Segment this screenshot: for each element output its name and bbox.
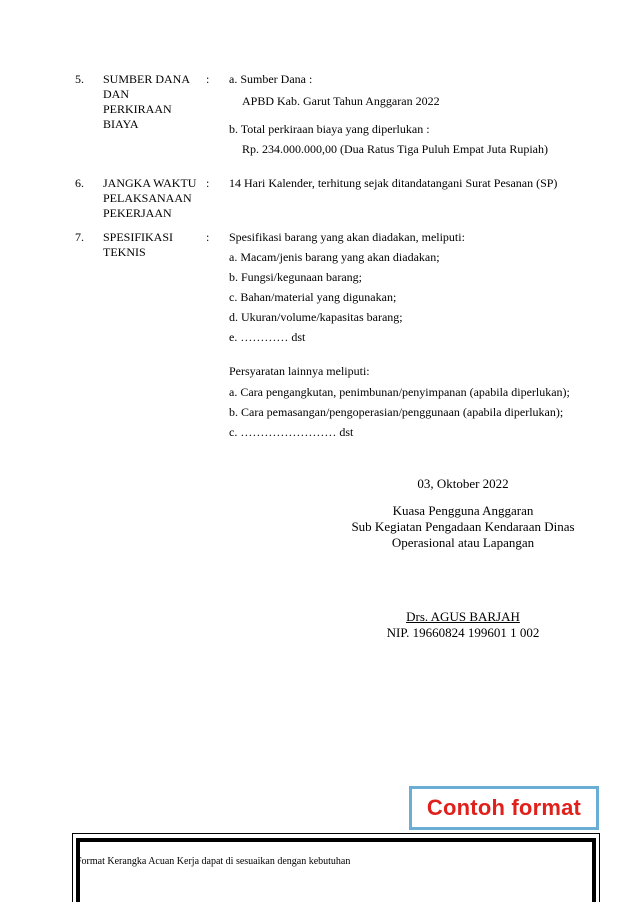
label-line: PELAKSANAAN [103, 191, 192, 205]
signature-name [300, 609, 626, 625]
colon: : [206, 176, 210, 190]
content-line: b. Cara pemasangan/pengoperasian/penggunaan (apabila diperlukan); [229, 405, 564, 419]
signature-role-line2: Sub Kegiatan Pengadaan Kendaraan Dinas [351, 519, 575, 534]
content-line: c. Bahan/material yang digunakan; [229, 290, 397, 304]
footer-note: Format Kerangka Acuan Kerja dapat di sesuaikan dengan kebutuhan [76, 856, 351, 867]
signature-nip: NIP. 19660824 199601 1 002 [386, 625, 540, 640]
content-line: 14 Hari Kalender, terhitung sejak ditandatangani Surat Pesanan (SP) [229, 176, 558, 190]
label-line: BIAYA [103, 117, 139, 131]
label-line: DAN [103, 87, 129, 101]
signature-role-line1: Kuasa Pengguna Anggaran [392, 503, 534, 518]
content-line: b. Total perkiraan biaya yang diperlukan : [229, 122, 430, 136]
label-line: TEKNIS [103, 245, 146, 259]
contoh-format-stamp [409, 786, 599, 830]
content-line: a. Cara pengangkutan, penimbunan/penyimpanan (apabila diperlukan); [229, 385, 570, 399]
stamp-text: Contoh format [426, 795, 582, 820]
label-line: JANGKA WAKTU [103, 176, 197, 190]
signature-date: 03, Oktober 2022 [417, 476, 509, 491]
footer-frame-inner [76, 838, 596, 902]
content-line: e. ………… dst [229, 330, 306, 344]
label-line: PEKERJAAN [103, 206, 172, 220]
content-line: Persyaratan lainnya meliputi: [229, 364, 370, 378]
content-line: b. Fungsi/kegunaan barang; [229, 270, 362, 284]
signature-name-text: Drs. AGUS BARJAH [406, 609, 520, 624]
colon: : [206, 72, 210, 86]
label-line: SPESIFIKASI [103, 230, 174, 244]
colon: : [206, 230, 210, 244]
content-line: a. Sumber Dana : [229, 72, 313, 86]
content-line: Rp. 234.000.000,00 (Dua Ratus Tiga Puluh Empat Juta Rupiah) [242, 142, 548, 156]
signature-role-line3: Operasional atau Lapangan [391, 535, 535, 550]
label-line: SUMBER DANA [103, 72, 191, 86]
content-line: APBD Kab. Garut Tahun Anggaran 2022 [242, 94, 440, 108]
item-label [103, 230, 203, 260]
content-line: d. Ukuran/volume/kapasitas barang; [229, 310, 403, 324]
item-label [103, 176, 203, 221]
item-number: 7. [75, 230, 84, 244]
content-line: Spesifikasi barang yang akan diadakan, meliputi: [229, 230, 465, 244]
label-line: PERKIRAAN [103, 102, 172, 116]
content-line: c. …………………… dst [229, 425, 354, 439]
item-number: 6. [75, 176, 84, 190]
item-number: 5. [75, 72, 84, 86]
item-label [103, 72, 203, 132]
content-line: a. Macam/jenis barang yang akan diadakan; [229, 250, 440, 264]
